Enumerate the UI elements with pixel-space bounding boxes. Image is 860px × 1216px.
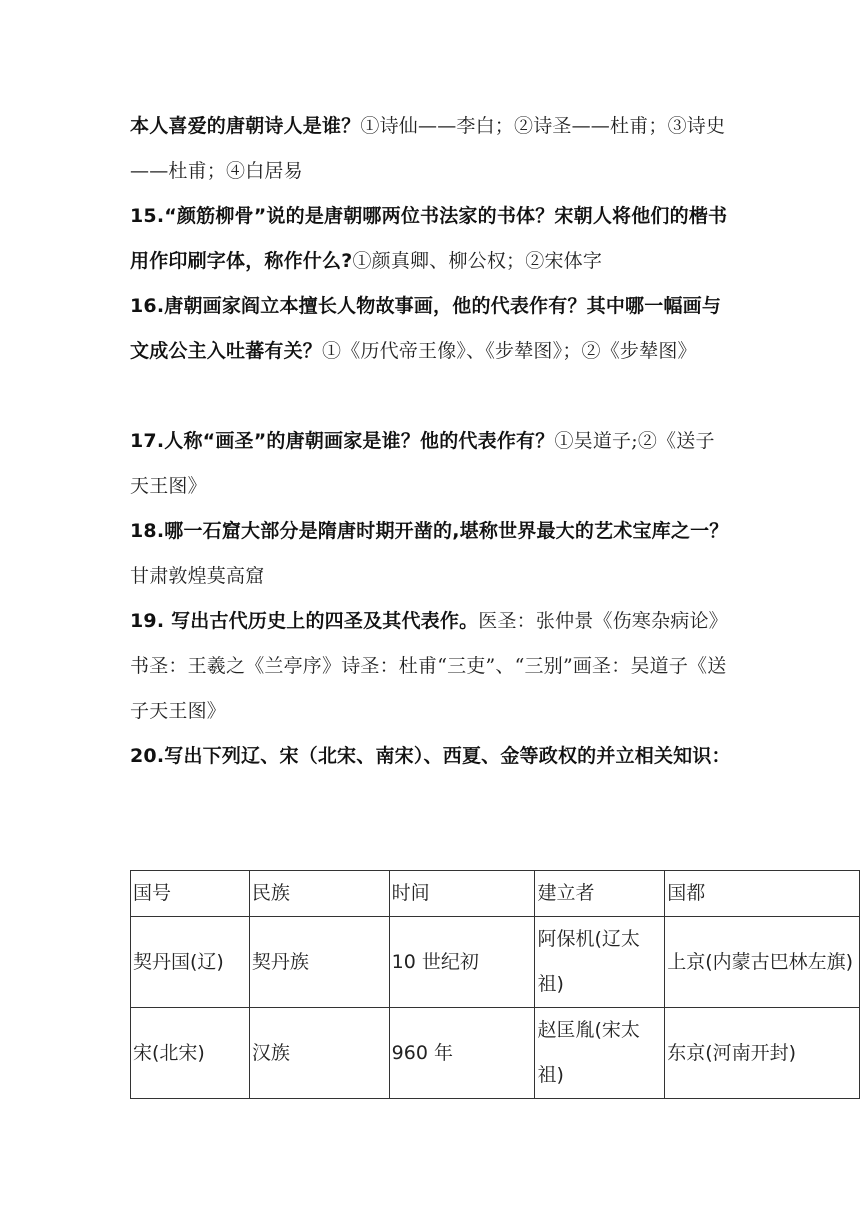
answer-text: ①吴道子;②《送子天王图》 <box>130 430 715 497</box>
question-text: 20.写出下列辽、宋（北宋、南宋）、西夏、金等政权的并立相关知识： <box>130 745 731 767</box>
question-text: 17.人称“画圣”的唐朝画家是谁？他的代表作有？ <box>130 430 555 452</box>
header-cell-founder: 建立者 <box>535 871 665 917</box>
answer-text: 医圣：张仲景《伤寒杂病论》书圣：王羲之《兰亭序》诗圣：杜甫“三吏”、“三别”画圣：吴道子《送子天王图》 <box>130 610 728 722</box>
header-cell-country: 国号 <box>131 871 250 917</box>
question-text: 16.唐朝画家阎立本擅长人物故事画，他的代表作有？其中哪一幅画与文成公主入吐蕃有关？ <box>130 295 722 362</box>
qa-item-19 <box>130 599 732 734</box>
qa-item-15 <box>130 194 732 284</box>
table-cell: 10 世纪初 <box>389 917 535 1008</box>
qa-item-16 <box>130 284 732 374</box>
answer-text: ①颜真卿、柳公权；②宋体字 <box>352 250 603 272</box>
table-cell: 契丹国(辽) <box>131 917 250 1008</box>
table-cell: 汉族 <box>249 1008 389 1099</box>
table-cell: 宋(北宋) <box>131 1008 250 1099</box>
qa-item-poet <box>130 104 732 194</box>
table-row <box>131 1008 860 1099</box>
question-text: 15.“颜筋柳骨”说的是唐朝哪两位书法家的书体？宋朝人将他们的楷书用作印刷字体，称作什么? <box>130 205 728 272</box>
answer-text: ①《历代帝王像》、《步辇图》；②《步辇图》 <box>322 340 697 362</box>
table-header-row <box>131 871 860 917</box>
qa-item-17 <box>130 419 732 509</box>
regimes-table <box>130 870 860 1099</box>
table-cell: 阿保机(辽太祖) <box>535 917 665 1008</box>
question-text: 本人喜爱的唐朝诗人是谁？ <box>130 115 361 137</box>
header-cell-capital: 国都 <box>665 871 860 917</box>
answer-text: ①诗仙——李白；②诗圣——杜甫；③诗史——杜甫；④白居易 <box>130 115 726 182</box>
table-cell: 契丹族 <box>249 917 389 1008</box>
table-cell: 赵匡胤(宋太祖) <box>535 1008 665 1099</box>
header-cell-ethnicity: 民族 <box>249 871 389 917</box>
table-cell: 上京(内蒙古巴林左旗) <box>665 917 860 1008</box>
answer-text: 甘肃敦煌莫高窟 <box>130 565 265 587</box>
qa-item-18 <box>130 509 732 599</box>
table-row <box>131 917 860 1008</box>
header-cell-time: 时间 <box>389 871 535 917</box>
qa-item-20 <box>130 734 732 779</box>
table-cell: 东京(河南开封) <box>665 1008 860 1099</box>
question-text: 19. 写出古代历史上的四圣及其代表作。 <box>130 610 479 632</box>
question-text: 18.哪一石窟大部分是隋唐时期开凿的,堪称世界最大的艺术宝库之一？ <box>130 520 729 542</box>
table-cell: 960 年 <box>389 1008 535 1099</box>
